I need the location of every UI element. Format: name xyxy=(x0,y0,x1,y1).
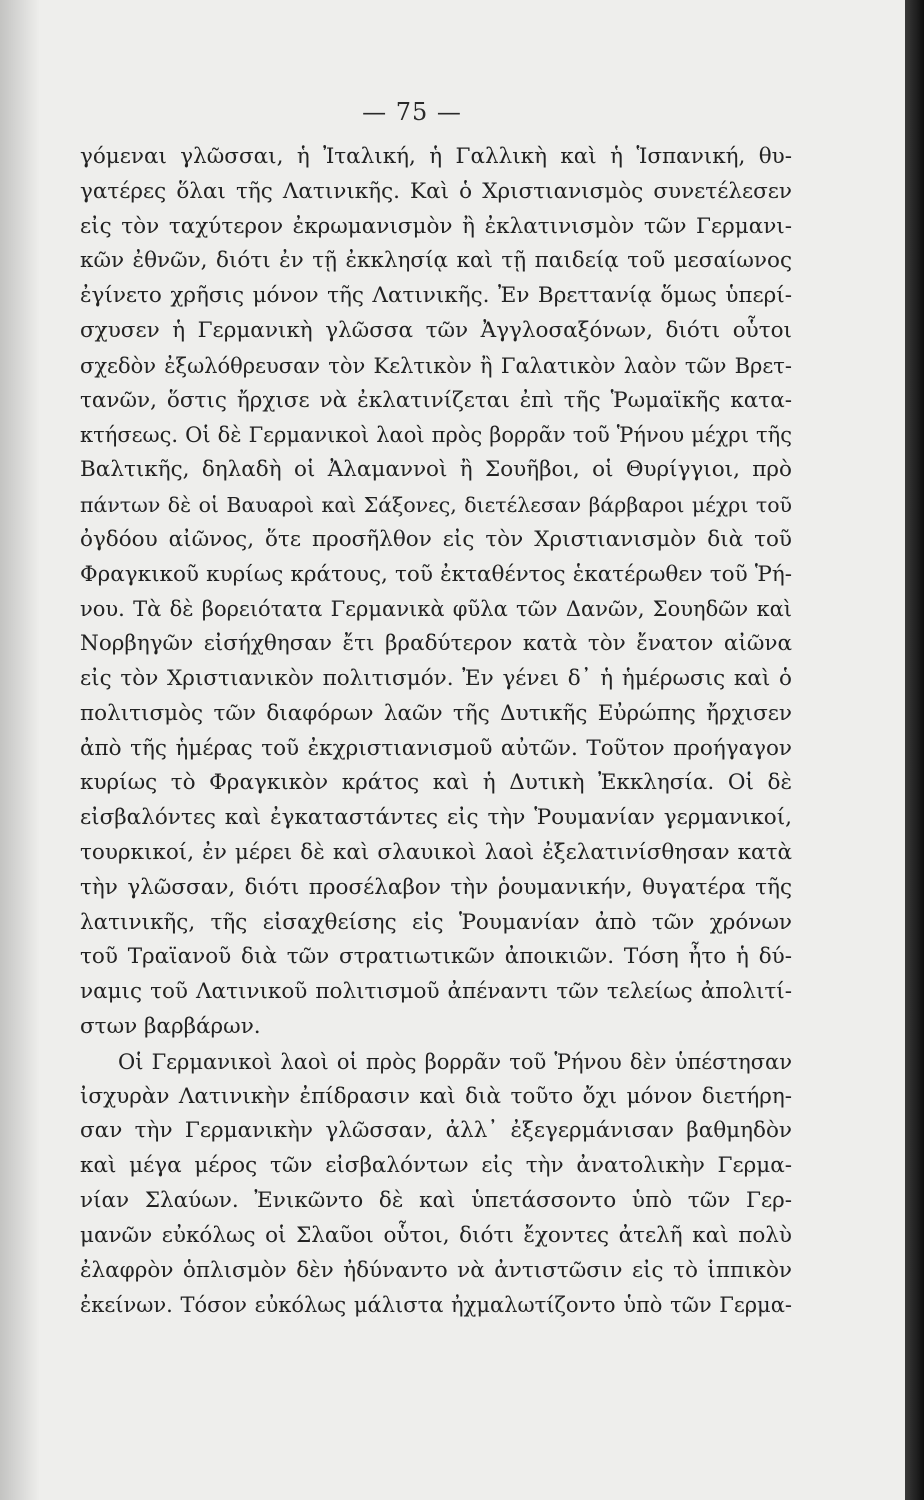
text-line: πάντων δὲ οἱ Βαυαροὶ καὶ Σάξονες, διετέλεσαν βάρβαροι μέχρι τοῦ xyxy=(80,492,792,517)
text-line: ἐκείνων. Τόσον εὐκόλως μάλιστα ἠχμαλωτίζοντο ὑπὸ τῶν Γερμα- xyxy=(80,1293,792,1318)
text-line: μανῶν εὐκόλως οἱ Σλαῦοι οὗτοι, διότι ἔχοντες ἀτελῆ καὶ πολὺ xyxy=(80,1222,792,1248)
text-line: τανῶν, ὅστις ἤρχισε νὰ ἐκλατινίζεται ἐπὶ τῆς Ῥωμαϊκῆς κατα- xyxy=(80,387,792,413)
text-line: σχυσεν ἡ Γερμανικὴ γλῶσσα τῶν Ἀγγλοσαξόνων, διότι οὗτοι xyxy=(80,317,792,343)
page-number: — 75 — xyxy=(362,98,462,126)
text-line: σαν τὴν Γερμανικὴν γλῶσσαν, ἀλλ᾽ ἐξεγερμάνισαν βαθμηδὸν xyxy=(80,1118,792,1144)
text-line: εἰς τὸν ταχύτερον ἐκρωμανισμὸν ἢ ἐκλατινισμὸν τῶν Γερμανι- xyxy=(80,213,792,239)
text-line: κῶν ἐθνῶν, διότι ἐν τῇ ἐκκλησίᾳ καὶ τῇ παιδείᾳ τοῦ μεσαίωνος xyxy=(80,248,792,274)
text-line: πολιτισμὸς τῶν διαφόρων λαῶν τῆς Δυτικῆς Εὐρώπης ἤρχισεν xyxy=(80,700,792,726)
text-line: λατινικῆς, τῆς εἰσαχθείσης εἰς Ῥουμανίαν ἀπὸ τῶν χρόνων xyxy=(80,909,792,935)
text-line: ἐλαφρὸν ὁπλισμὸν δὲν ἠδύναντο νὰ ἀντιστῶσιν εἰς τὸ ἱππικὸν xyxy=(80,1257,792,1283)
text-line: κυρίως τὸ Φραγκικὸν κράτος καὶ ἡ Δυτικὴ Ἐκκλησία. Οἱ δὲ xyxy=(80,770,792,796)
text-line: Οἱ Γερμανικοὶ λαοὶ οἱ πρὸς βορρᾶν τοῦ Ῥήνου δὲν ὑπέστησαν xyxy=(118,1049,792,1074)
paragraph-1 xyxy=(80,140,792,1045)
text-line: εἰσβαλόντες καὶ ἐγκαταστάντες εἰς τὴν Ῥουμανίαν γερμανικοί, xyxy=(80,805,792,831)
text-line: στων βαρβάρων. xyxy=(80,1013,261,1039)
text-line: Νορβηγῶν εἰσήχθησαν ἔτι βραδύτερον κατὰ τὸν ἔνατον αἰῶνα xyxy=(80,631,792,657)
text-line: Βαλτικῆς, δηλαδὴ οἱ Ἀλαμαννοὶ ἢ Σουῆβοι, οἱ Θυρίγγιοι, πρὸ xyxy=(80,457,792,483)
text-line: ἀπὸ τῆς ἡμέρας τοῦ ἐκχριστιανισμοῦ αὐτῶν. Τοῦτον προήγαγον xyxy=(80,735,792,761)
text-line: τουρκικοί, ἐν μέρει δὲ καὶ σλαυικοὶ λαοὶ ἐξελατινίσθησαν κατὰ xyxy=(80,839,792,865)
text-line: γατέρες ὅλαι τῆς Λατινικῆς. Καὶ ὁ Χριστιανισμὸς συνετέλεσεν xyxy=(80,178,792,204)
text-line: νίαν Σλαύων. Ἐνικῶντο δὲ καὶ ὑπετάσσοντο ὑπὸ τῶν Γερ- xyxy=(80,1187,792,1213)
body-text xyxy=(80,140,792,1323)
text-line: εἰς τὸν Χριστιανικὸν πολιτισμόν. Ἐν γένει δ᾽ ἡ ἡμέρωσις καὶ ὁ xyxy=(80,665,792,691)
text-line: ἰσχυρὰν Λατινικὴν ἐπίδρασιν καὶ διὰ τοῦτο ὄχι μόνον διετήρη- xyxy=(80,1083,792,1109)
text-line: ὀγδόου αἰῶνος, ὅτε προσῆλθον εἰς τὸν Χριστιανισμὸν διὰ τοῦ xyxy=(80,526,792,552)
text-line: καὶ μέγα μέρος τῶν εἰσβαλόντων εἰς τὴν ἀνατολικὴν Γερμα- xyxy=(80,1153,792,1179)
text-line: κτήσεως. Οἱ δὲ Γερμανικοὶ λαοὶ πρὸς βορρᾶν τοῦ Ῥήνου μέχρι τῆς xyxy=(80,423,792,448)
text-line: νου. Τὰ δὲ βορειότατα Γερμανικὰ φῦλα τῶν Δανῶν, Σουηδῶν καὶ xyxy=(80,597,792,622)
text-line: τοῦ Τραϊανοῦ διὰ τῶν στρατιωτικῶν ἀποικιῶν. Τόση ἦτο ἡ δύ- xyxy=(80,944,792,970)
text-line: ἐγίνετο χρῆσις μόνον τῆς Λατινικῆς. Ἐν Βρεττανίᾳ ὅμως ὑπερί- xyxy=(80,283,792,309)
scan-edge-shadow xyxy=(905,0,924,1500)
text-line: ναμις τοῦ Λατινικοῦ πολιτισμοῦ ἀπέναντι τῶν τελείως ἀπολιτί- xyxy=(80,979,792,1005)
paragraph-2 xyxy=(80,1045,792,1323)
text-line: τὴν γλῶσσαν, διότι προσέλαβον τὴν ῥουμανικήν, θυγατέρα τῆς xyxy=(80,874,792,900)
text-line: σχεδὸν ἐξωλόθρευσαν τὸν Κελτικὸν ἢ Γαλατικὸν λαὸν τῶν Βρετ- xyxy=(80,353,792,378)
text-line: γόμεναι γλῶσσαι, ἡ Ἰταλική, ἡ Γαλλικὴ καὶ ἡ Ἱσπανική, θυ- xyxy=(80,144,792,169)
text-line: Φραγκικοῦ κυρίως κράτους, τοῦ ἐκταθέντος ἑκατέρωθεν τοῦ Ῥή- xyxy=(80,561,792,587)
